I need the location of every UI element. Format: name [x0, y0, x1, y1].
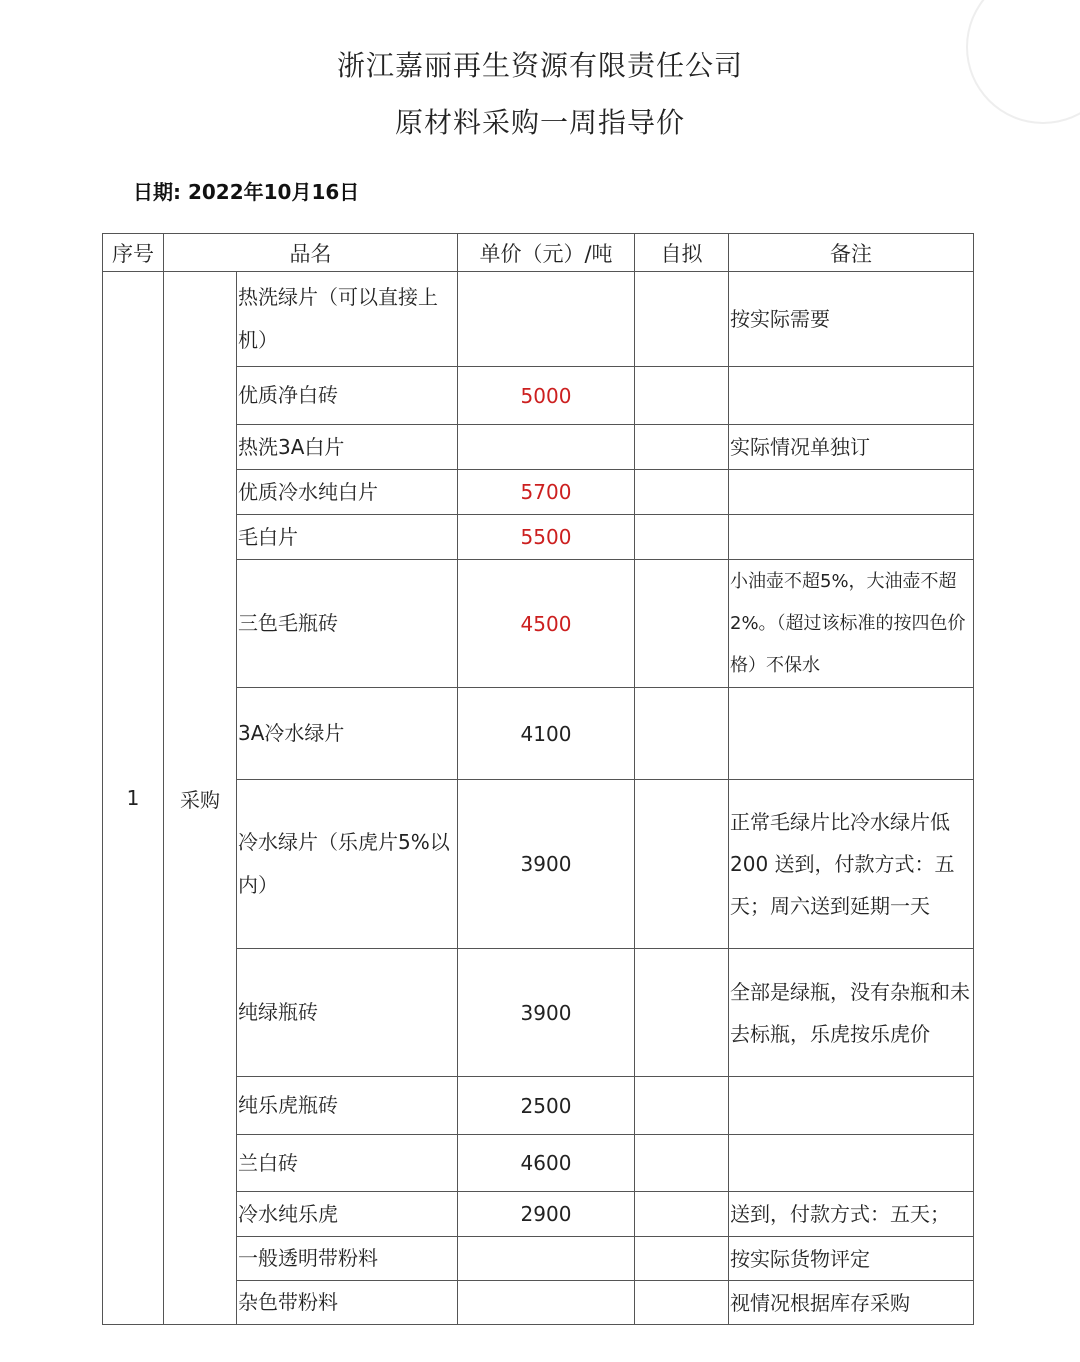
header-self: 自拟: [635, 234, 729, 272]
price-cell: 5700: [458, 470, 635, 515]
self-cell: [635, 1077, 729, 1135]
row-seq-cell: 1: [103, 272, 164, 1325]
item-name-cell: 毛白片: [237, 515, 458, 560]
note-cell: [729, 470, 974, 515]
table-header-row: [103, 234, 974, 272]
self-cell: [635, 470, 729, 515]
self-cell: [635, 272, 729, 367]
note-cell: 全部是绿瓶，没有杂瓶和未去标瓶，乐虎按乐虎价: [729, 949, 974, 1077]
item-name-cell: 热洗绿片（可以直接上机）: [237, 272, 458, 367]
item-name-cell: 3A冷水绿片: [237, 688, 458, 780]
price-cell: 2500: [458, 1077, 635, 1135]
note-cell: 正常毛绿片比冷水绿片低200 送到，付款方式：五天；周六送到延期一天: [729, 780, 974, 949]
self-cell: [635, 515, 729, 560]
item-name-cell: 兰白砖: [237, 1135, 458, 1192]
item-name-cell: 一般透明带粉料: [237, 1237, 458, 1281]
item-name-cell: 冷水绿片（乐虎片5%以内）: [237, 780, 458, 949]
note-cell: [729, 688, 974, 780]
note-cell: 视情况根据库存采购: [729, 1281, 974, 1325]
category-cell: 采购: [164, 272, 237, 1325]
note-cell: [729, 515, 974, 560]
document-subtitle: 原材料采购一周指导价: [394, 106, 685, 139]
self-cell: [635, 688, 729, 780]
item-name-cell: 杂色带粉料: [237, 1281, 458, 1325]
price-cell: 4100: [458, 688, 635, 780]
self-cell: [635, 560, 729, 688]
table-row: [103, 272, 974, 367]
note-cell: 送到，付款方式：五天；: [729, 1192, 974, 1237]
price-cell: 3900: [458, 949, 635, 1077]
price-cell: 5500: [458, 515, 635, 560]
price-cell: 5000: [458, 367, 635, 425]
note-cell: 按实际需要: [729, 272, 974, 367]
note-cell: [729, 1135, 974, 1192]
note-cell: 按实际货物评定: [729, 1237, 974, 1281]
item-name-cell: 热洗3A白片: [237, 425, 458, 470]
price-cell: [458, 1281, 635, 1325]
item-name-cell: 优质冷水纯白片: [237, 470, 458, 515]
date-label: 日期: 2022年10月16日: [133, 180, 360, 204]
header-seq: 序号: [103, 234, 164, 272]
self-cell: [635, 1237, 729, 1281]
header-price: 单价（元）/吨: [458, 234, 635, 272]
self-cell: [635, 425, 729, 470]
price-cell: 4600: [458, 1135, 635, 1192]
self-cell: [635, 1281, 729, 1325]
item-name-cell: 优质净白砖: [237, 367, 458, 425]
price-cell: [458, 272, 635, 367]
self-cell: [635, 1192, 729, 1237]
price-cell: 3900: [458, 780, 635, 949]
note-cell: 小油壶不超5%，大油壶不超2%。（超过该标准的按四色价格）不保水: [729, 560, 974, 688]
company-title: 浙江嘉丽再生资源有限责任公司: [336, 49, 743, 82]
price-cell: [458, 1237, 635, 1281]
price-cell: [458, 425, 635, 470]
item-name-cell: 三色毛瓶砖: [237, 560, 458, 688]
header-name: 品名: [164, 234, 458, 272]
item-name-cell: 纯乐虎瓶砖: [237, 1077, 458, 1135]
price-cell: 4500: [458, 560, 635, 688]
price-cell: 2900: [458, 1192, 635, 1237]
item-name-cell: 冷水纯乐虎: [237, 1192, 458, 1237]
self-cell: [635, 367, 729, 425]
note-cell: [729, 367, 974, 425]
self-cell: [635, 1135, 729, 1192]
self-cell: [635, 780, 729, 949]
self-cell: [635, 949, 729, 1077]
note-cell: 实际情况单独订: [729, 425, 974, 470]
price-table: [102, 233, 974, 1325]
header-note: 备注: [729, 234, 974, 272]
note-cell: [729, 1077, 974, 1135]
item-name-cell: 纯绿瓶砖: [237, 949, 458, 1077]
